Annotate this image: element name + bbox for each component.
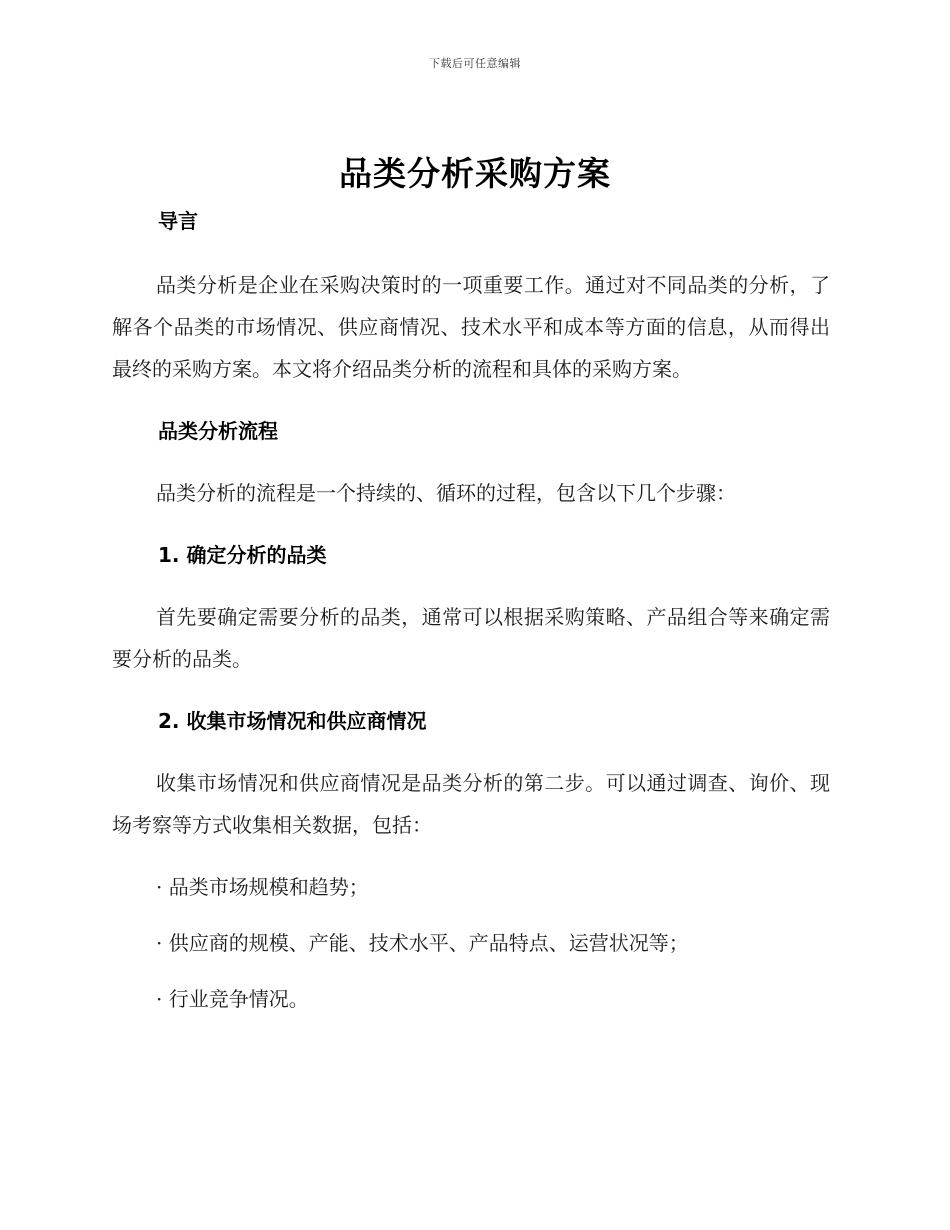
step1-heading: 1. 确定分析的品类 [158, 543, 327, 567]
list-item: · 供应商的规模、产能、技术水平、产品特点、运营状况等； [156, 931, 689, 955]
intro-heading: 导言 [158, 209, 198, 233]
process-heading: 品类分析流程 [158, 419, 278, 443]
step1-paragraph: 首先要确定需要分析的品类，通常可以根据采购策略、产品组合等来确定需要分析的品类。 [112, 605, 830, 671]
step2-heading: 2. 收集市场情况和供应商情况 [158, 709, 427, 733]
list-item: · 行业竞争情况。 [156, 987, 309, 1011]
document-title: 品类分析采购方案 [339, 154, 611, 193]
document-body [112, 206, 830, 1014]
step2-paragraph: 收集市场情况和供应商情况是品类分析的第二步。可以通过调查、询价、现场考察等方式收集相关数据，包括： [112, 771, 830, 837]
header-note: 下载后可任意编辑 [429, 57, 521, 70]
process-paragraph: 品类分析的流程是一个持续的、循环的过程，包含以下几个步骤： [156, 481, 736, 505]
list-item: · 品类市场规模和趋势； [156, 875, 369, 899]
intro-paragraph: 品类分析是企业在采购决策时的一项重要工作。通过对不同品类的分析，了解各个品类的市场情况、供应商情况、技术水平和成本等方面的信息，从而得出最终的采购方案。本文将介绍品类分析的流程和具体的采购方案。 [112, 273, 830, 381]
